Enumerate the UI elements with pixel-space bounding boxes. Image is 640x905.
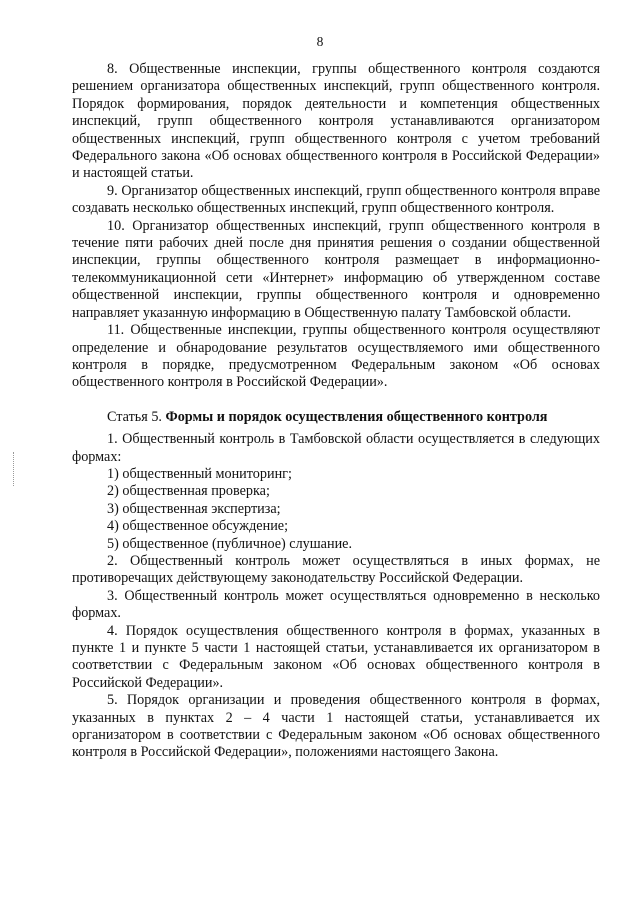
article-paragraph-4: 4. Порядок осуществления общественного контроля в формах, указанных в пункте 1 и пункте 5 части 1 настоящей статьи, устанавливается их организатором в соответствии с Федеральным законом «Об основах общественного контроля в Российской Федерации». <box>72 622 600 691</box>
paragraph-8: 8. Общественные инспекции, группы общественного контроля создаются решением организатора общественных инспекций, групп общественного контроля. Порядок формирования, порядок деятельности и компетенция общественных инспекций, групп общественного контроля устанавливаются организатором общественных инспекций, групп общественного контроля с учетом требований Федерального закона «Об основах общественного контроля в Российской Федерации» и настоящей статьи. <box>72 61 600 182</box>
article-paragraph-2: 2. Общественный контроль может осуществляться в иных формах, не противоречащих действующему законодательству Российской Федерации. <box>72 552 600 587</box>
form-item: 4) общественное обсуждение; <box>107 518 289 535</box>
page-number: 8 <box>316 34 324 49</box>
form-item: 5) общественное (публичное) слушание. <box>107 535 353 552</box>
form-item: 3) общественная экспертиза; <box>107 500 281 517</box>
article-paragraph-5: 5. Порядок организации и проведения общественного контроля в формах, указанных в пунктах 2 – 4 части 1 настоящей статьи, устанавливается их организатором в соответствии с Федеральным законом «Об основах общественного контроля в Российской Федерации», положениями настоящего Закона. <box>72 692 600 761</box>
article-heading <box>72 409 600 426</box>
article-prefix: Статья 5. <box>107 408 166 425</box>
document-body <box>72 61 600 762</box>
paragraph-10: 10. Организатор общественных инспекций, групп общественного контроля в течение пяти рабочих дней после дня принятия решения о создании общественной инспекции, группы общественного контроля размещает в информационно-телекоммуникационной сети «Интернет» информацию об утвержденном составе общественной инспекции, группы общественного контроля и одновременно направляет указанную информацию в Общественную палату Тамбовской области. <box>72 217 600 321</box>
article-title: Формы и порядок осуществления общественного контроля <box>165 408 548 425</box>
form-item: 1) общественный мониторинг; <box>107 465 292 482</box>
article-paragraph-3: 3. Общественный контроль может осуществляться одновременно в несколько формах. <box>72 587 600 622</box>
form-item: 2) общественная проверка; <box>107 483 270 500</box>
paragraph-11: 11. Общественные инспекции, группы общественного контроля осуществляют определение и обнародование результатов осуществляемого ими общественного контроля в порядке, предусмотренном Федеральным законом «Об основах общественного контроля в Российской Федерации». <box>72 322 600 391</box>
paragraph-9: 9. Организатор общественных инспекций, групп общественного контроля вправе создавать несколько общественных инспекций, групп общественного контроля. <box>72 182 600 217</box>
article-paragraph-1: 1. Общественный контроль в Тамбовской области осуществляется в следующих формах: <box>72 431 600 465</box>
scan-margin-mark <box>13 452 15 486</box>
